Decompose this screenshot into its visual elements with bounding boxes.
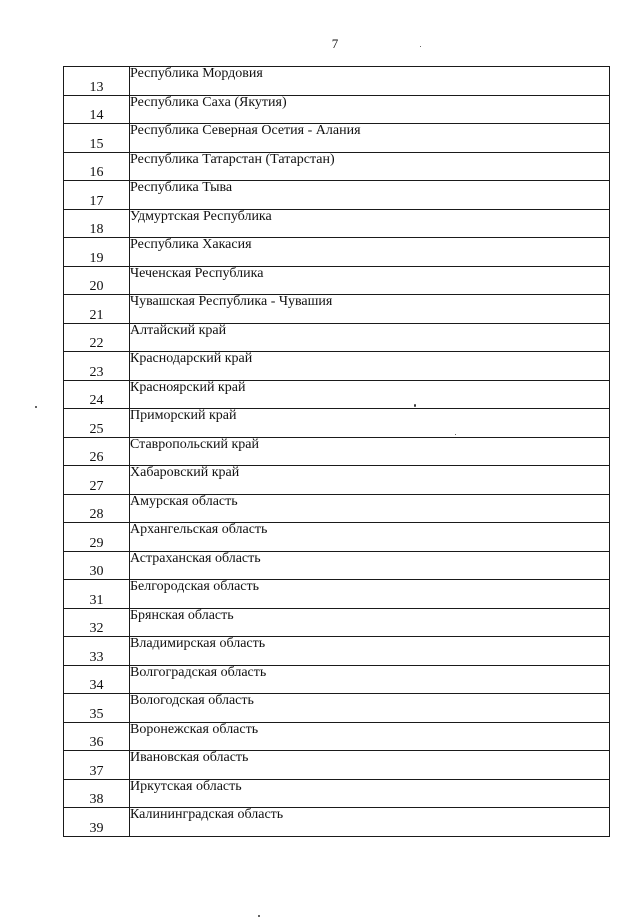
scan-speck [35, 406, 37, 408]
scan-speck [258, 915, 260, 917]
region-name: Республика Тыва [130, 181, 610, 210]
table-row [64, 295, 610, 324]
region-name: Республика Северная Осетия - Алания [130, 124, 610, 153]
region-name: Республика Хакасия [130, 238, 610, 267]
table-row [64, 124, 610, 153]
row-number: 30 [64, 551, 130, 580]
region-name: Архангельская область [130, 523, 610, 552]
row-number: 23 [64, 352, 130, 381]
table-row [64, 637, 610, 666]
region-name: Амурская область [130, 494, 610, 523]
table-row [64, 494, 610, 523]
region-name: Республика Мордовия [130, 67, 610, 96]
table-row [64, 380, 610, 409]
row-number: 22 [64, 323, 130, 352]
table-row [64, 238, 610, 267]
table-row [64, 437, 610, 466]
row-number: 16 [64, 152, 130, 181]
region-name: Брянская область [130, 608, 610, 637]
table-row [64, 665, 610, 694]
table-row [64, 694, 610, 723]
row-number: 24 [64, 380, 130, 409]
region-name: Калининградская область [130, 808, 610, 837]
regions-table [63, 66, 610, 837]
table-row [64, 722, 610, 751]
row-number: 20 [64, 266, 130, 295]
scan-speck [414, 404, 416, 407]
regions-table-body [64, 67, 610, 837]
table-row [64, 209, 610, 238]
table-row [64, 580, 610, 609]
region-name: Приморский край [130, 409, 610, 438]
table-row [64, 523, 610, 552]
region-name: Астраханская область [130, 551, 610, 580]
region-name: Красноярский край [130, 380, 610, 409]
region-name: Иркутская область [130, 779, 610, 808]
region-name: Вологодская область [130, 694, 610, 723]
row-number: 14 [64, 95, 130, 124]
row-number: 15 [64, 124, 130, 153]
region-name: Владимирская область [130, 637, 610, 666]
region-name: Белгородская область [130, 580, 610, 609]
row-number: 37 [64, 751, 130, 780]
row-number: 33 [64, 637, 130, 666]
table-row [64, 779, 610, 808]
table-row [64, 181, 610, 210]
table-row [64, 67, 610, 96]
region-name: Воронежская область [130, 722, 610, 751]
row-number: 13 [64, 67, 130, 96]
row-number: 19 [64, 238, 130, 267]
row-number: 29 [64, 523, 130, 552]
table-row [64, 608, 610, 637]
scan-speck [420, 46, 421, 47]
table-row [64, 551, 610, 580]
row-number: 34 [64, 665, 130, 694]
row-number: 38 [64, 779, 130, 808]
region-name: Хабаровский край [130, 466, 610, 495]
row-number: 31 [64, 580, 130, 609]
table-row [64, 409, 610, 438]
table-row [64, 751, 610, 780]
region-name: Чеченская Республика [130, 266, 610, 295]
row-number: 28 [64, 494, 130, 523]
table-row [64, 466, 610, 495]
region-name: Волгоградская область [130, 665, 610, 694]
row-number: 25 [64, 409, 130, 438]
region-name: Ивановская область [130, 751, 610, 780]
table-row [64, 266, 610, 295]
region-name: Краснодарский край [130, 352, 610, 381]
row-number: 21 [64, 295, 130, 324]
region-name: Удмуртская Республика [130, 209, 610, 238]
scan-speck [455, 434, 456, 435]
row-number: 17 [64, 181, 130, 210]
table-row [64, 352, 610, 381]
table-row [64, 95, 610, 124]
row-number: 27 [64, 466, 130, 495]
row-number: 36 [64, 722, 130, 751]
row-number: 35 [64, 694, 130, 723]
region-name: Ставропольский край [130, 437, 610, 466]
table-row [64, 808, 610, 837]
table-row [64, 152, 610, 181]
region-name: Чувашская Республика - Чувашия [130, 295, 610, 324]
region-name: Алтайский край [130, 323, 610, 352]
row-number: 18 [64, 209, 130, 238]
row-number: 32 [64, 608, 130, 637]
page-number: 7 [331, 36, 339, 51]
row-number: 26 [64, 437, 130, 466]
region-name: Республика Татарстан (Татарстан) [130, 152, 610, 181]
row-number: 39 [64, 808, 130, 837]
table-row [64, 323, 610, 352]
region-name: Республика Саха (Якутия) [130, 95, 610, 124]
